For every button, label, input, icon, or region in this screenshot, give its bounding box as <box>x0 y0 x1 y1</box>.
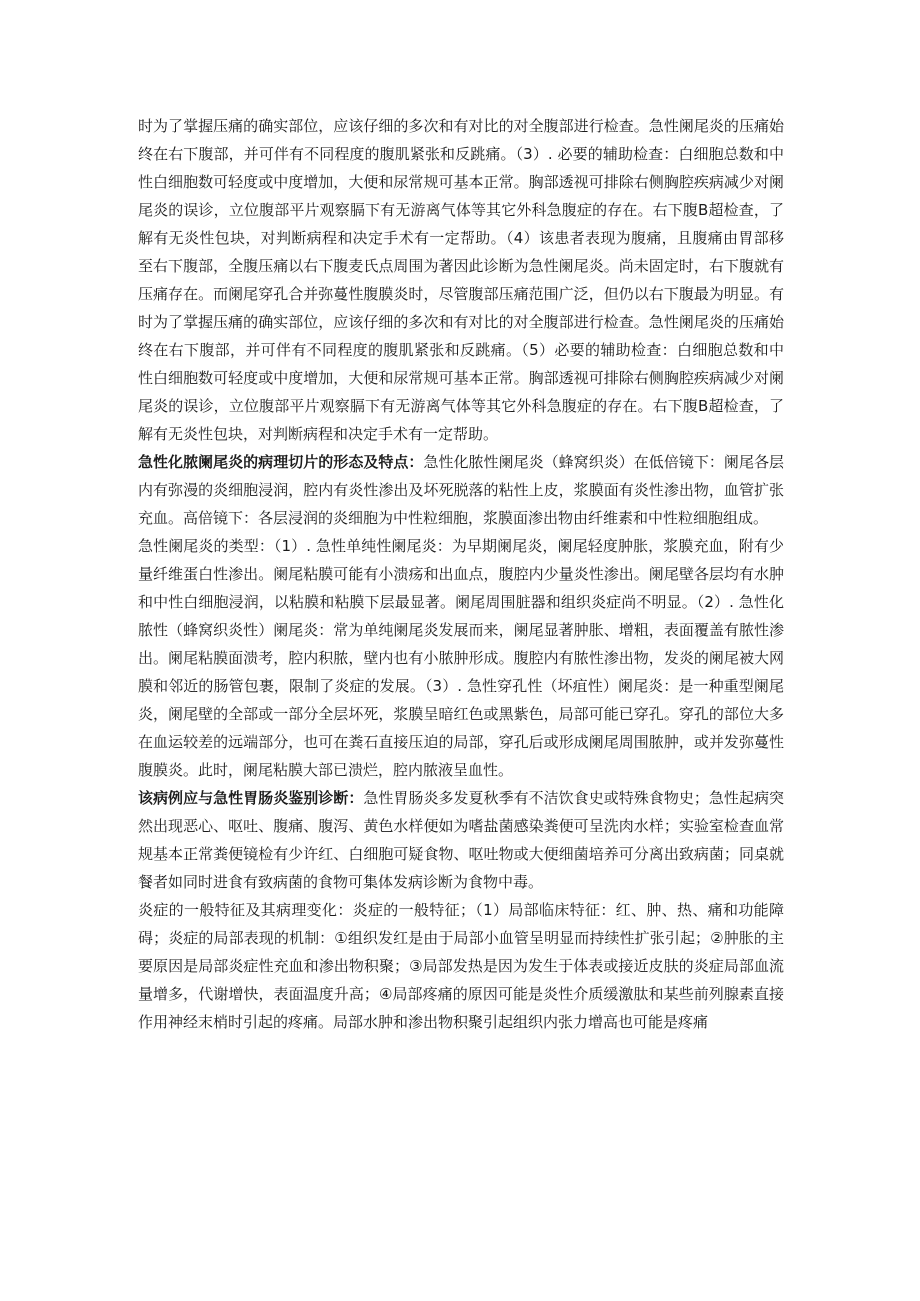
paragraph-4 <box>138 784 784 896</box>
paragraph-2 <box>138 448 784 532</box>
paragraph-1 <box>138 112 784 448</box>
paragraph-4-heading: 该病例应与急性胃肠炎鉴别诊断： <box>138 789 364 807</box>
paragraph-2-heading: 急性化脓阑尾炎的病理切片的形态及特点： <box>138 453 424 471</box>
paragraph-2-text: 急性化脓性阑尾炎（蜂窝织炎）在低倍镜下：阑尾各层内有弥漫的炎细胞浸润，腔内有炎性渗出及坏死脱落的粘性上皮，浆膜面有炎性渗出物，血管扩张充血。高倍镜下：各层浸润的炎细胞为中性粒细胞，浆膜面渗出物由纤维素和中性粒细胞组成。 <box>138 453 784 527</box>
paragraph-3 <box>138 532 784 784</box>
paragraph-1-text: 时为了掌握压痛的确实部位，应该仔细的多次和有对比的对全腹部进行检查。急性阑尾炎的压痛始终在右下腹部，并可伴有不同程度的腹肌紧张和反跳痛。（3）. 必要的辅助检查：白细胞总数和中性白细胞数可轻度或中度增加，大便和尿常规可基本正常。胸部透视可排除右侧胸腔疾病减少对阑尾炎的误诊，立位腹部平片观察膈下有无游离气体等其它外科急腹症的存在。右下腹B超检查，了解有无炎性包块，对判断病程和决定手术有一定帮助。（4）该患者表现为腹痛，且腹痛由胃部移至右下腹部，全腹压痛以右下腹麦氏点周围为著因此诊断为急性阑尾炎。尚未固定时，右下腹就有压痛存在。而阑尾穿孔合并弥蔓性腹膜炎时，尽管腹部压痛范围广泛，但仍以右下腹最为明显。有时为了掌握压痛的确实部位，应该仔细的多次和有对比的对全腹部进行检查。急性阑尾炎的压痛始终在右下腹部，并可伴有不同程度的腹肌紧张和反跳痛。（5）必要的辅助检查：白细胞总数和中性白细胞数可轻度或中度增加，大便和尿常规可基本正常。胸部透视可排除右侧胸腔疾病减少对阑尾炎的误诊，立位腹部平片观察膈下有无游离气体等其它外科急腹症的存在。右下腹B超检查，了解有无炎性包块，对判断病程和决定手术有一定帮助。 <box>138 117 784 443</box>
paragraph-5-text: 炎症的一般特征及其病理变化：炎症的一般特征；（1）局部临床特征：红、肿、热、痛和功能障碍；炎症的局部表现的机制：①组织发红是由于局部小血管呈明显而持续性扩张引起；②肿胀的主要原因是局部炎症性充血和渗出物积聚；③局部发热是因为发生于体表或接近皮肤的炎症局部血流量增多，代谢增快，表面温度升高；④局部疼痛的原因可能是炎性介质缓激肽和某些前列腺素直接作用神经末梢时引起的疼痛。局部水肿和渗出物积聚引起组织内张力增高也可能是疼痛 <box>138 901 784 1031</box>
paragraph-3-text: 急性阑尾炎的类型：（1）. 急性单纯性阑尾炎：为早期阑尾炎，阑尾轻度肿胀，浆膜充血，附有少量纤维蛋白性渗出。阑尾粘膜可能有小溃疡和出血点，腹腔内少量炎性渗出。阑尾壁各层均有水肿和中性白细胞浸润，以粘膜和粘膜下层最显著。阑尾周围脏器和组织炎症尚不明显。（2）. 急性化脓性（蜂窝织炎性）阑尾炎：常为单纯阑尾炎发展而来，阑尾显著肿胀、增粗，表面覆盖有脓性渗出。阑尾粘膜面溃考，腔内积脓，壁内也有小脓肿形成。腹腔内有脓性渗出物，发炎的阑尾被大网膜和邻近的肠管包裹，限制了炎症的发展。（3）. 急性穿孔性（坏疽性）阑尾炎：是一种重型阑尾炎，阑尾壁的全部或一部分全层坏死，浆膜呈暗红色或黑紫色，局部可能已穿孔。穿孔的部位大多在血运较差的远端部分，也可在粪石直接压迫的局部，穿孔后或形成阑尾周围脓肿，或并发弥蔓性腹膜炎。此时，阑尾粘膜大部已溃烂，腔内脓液呈血性。 <box>138 537 784 779</box>
document-body <box>138 112 784 1036</box>
paragraph-5 <box>138 896 784 1036</box>
paragraph-4-text: 急性胃肠炎多发夏秋季有不洁饮食史或特殊食物史；急性起病突然出现恶心、呕吐、腹痛、腹泻、黄色水样便如为嗜盐菌感染粪便可呈洗肉水样；实验室检查血常规基本正常粪便镜检有少许红、白细胞可疑食物、呕吐物或大便细菌培养可分离出致病菌；同桌就餐者如同时进食有致病菌的食物可集体发病诊断为食物中毒。 <box>138 789 784 891</box>
